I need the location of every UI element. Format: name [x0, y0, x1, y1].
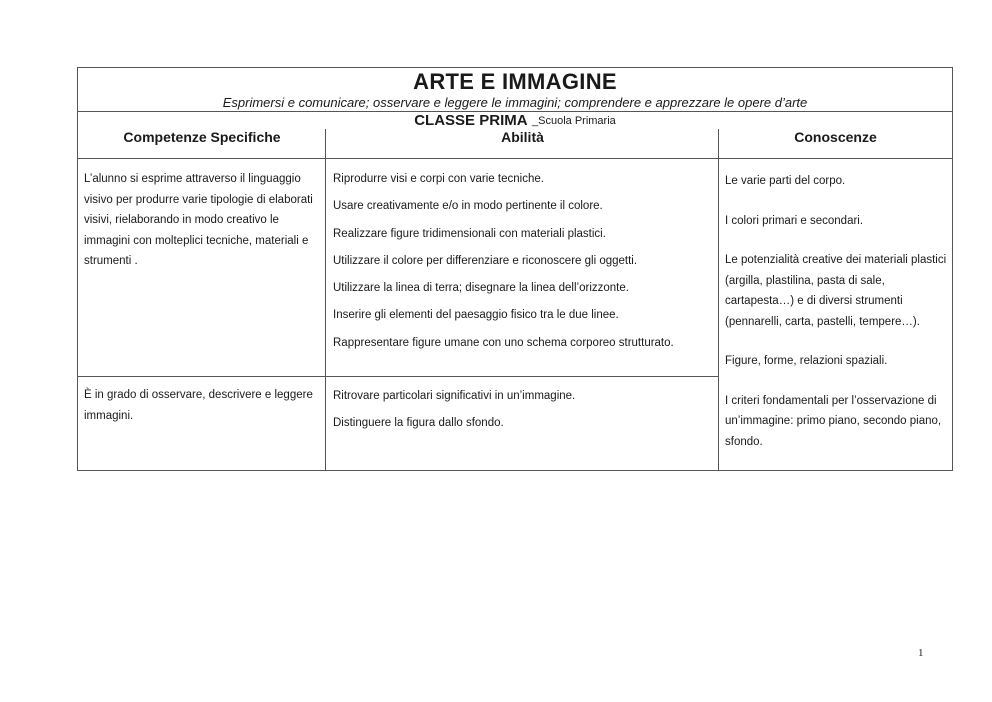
class-row [78, 111, 952, 129]
column-header-conoscenze: Conoscenze [794, 129, 877, 145]
list-item: Inserire gli elementi del paesaggio fisico tra le due linee. [333, 309, 619, 322]
column-header-competenze: Competenze Specifiche [123, 129, 281, 145]
list-item: Utilizzare il colore per differenziare e riconoscere gli oggetti. [333, 254, 638, 267]
title-row [78, 68, 952, 112]
class-label: CLASSE PRIMA [414, 112, 528, 129]
competenza-cell-2 [84, 385, 322, 426]
list-item: Figure, forme, relazioni spaziali. [725, 355, 888, 367]
competenza-text: È in grado di osservare, descrivere e leggere immagini. [84, 389, 313, 422]
list-item: Usare creativamente e/o in modo pertinente il colore. [333, 200, 603, 213]
column-header-row [78, 129, 952, 159]
column-divider [718, 129, 719, 470]
abilita-cell-1 [333, 173, 715, 364]
list-item: Utilizzare la linea di terra; disegnare la linea dell’orizzonte. [333, 282, 629, 295]
competenza-text: L’alunno si esprime attraverso il linguaggio visivo per produrre varie tipologie di elaborati visivi, rielaborando in modo creativo le immagini con molteplici tecniche, materiali e strumenti . [84, 173, 313, 267]
list-item: I colori primari e secondari. [725, 214, 864, 227]
list-item: Riprodurre visi e corpi con varie tecniche. [333, 173, 544, 185]
page-number: 1 [918, 647, 924, 659]
row-divider [78, 376, 718, 377]
column-divider [325, 129, 326, 470]
list-item: Le varie parti del corpo. [725, 175, 846, 187]
list-item: Realizzare figure tridimensionali con materiali plastici. [333, 227, 606, 240]
class-suffix: _Scuola Primaria [532, 115, 616, 127]
list-item: Rappresentare figure umane con uno schema corporeo strutturato. [333, 336, 674, 349]
list-item: I criteri fondamentali per l’osservazione di un’immagine: primo piano, secondo piano, sfondo. [725, 394, 942, 448]
list-item: Ritrovare particolari significativi in un’immagine. [333, 390, 576, 402]
list-item: Le potenzialità creative dei materiali plastici (argilla, plastilina, pasta di sale, cartapesta…) e di diversi strumenti (pennarelli, carta, pastelli, tempere…). [725, 254, 947, 328]
document-title: ARTE E IMMAGINE [413, 69, 617, 94]
conoscenze-cell [725, 171, 949, 471]
competenza-cell-1 [84, 169, 322, 272]
abilita-cell-2 [333, 390, 715, 445]
list-item: Distinguere la figura dallo sfondo. [333, 417, 504, 430]
document-subtitle: Esprimersi e comunicare; osservare e leggere le immagini; comprendere e apprezzare le opere d’arte [222, 95, 808, 110]
column-header-abilita: Abilità [501, 129, 544, 145]
curriculum-table [77, 67, 953, 471]
